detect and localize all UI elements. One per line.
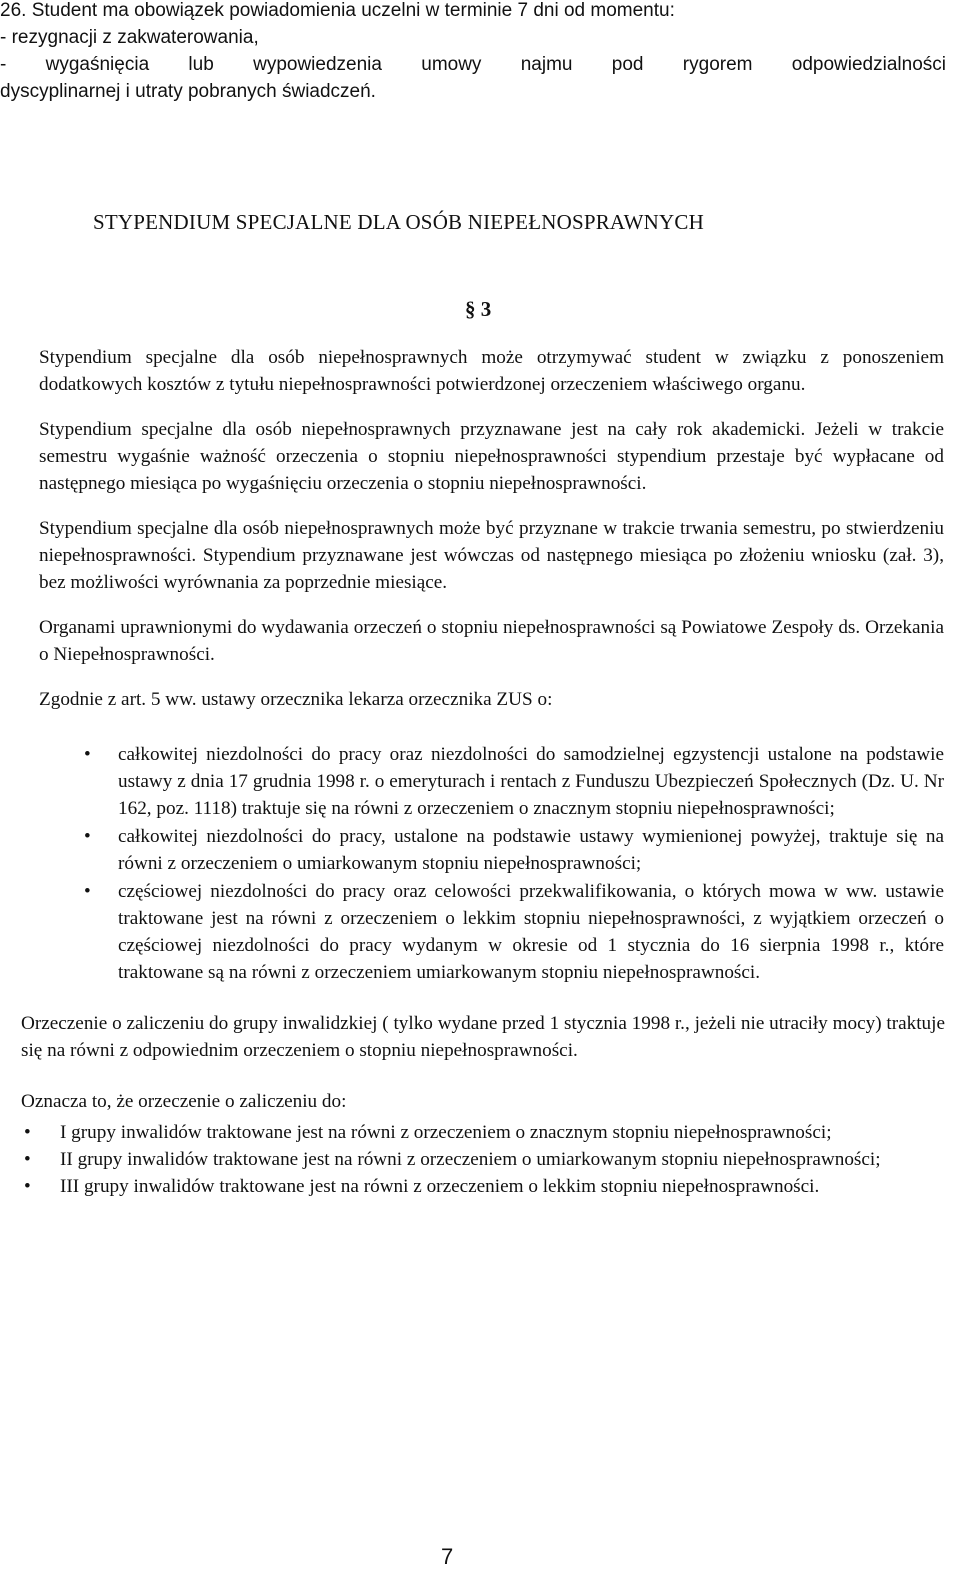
disability-group-paragraph: Orzeczenie o zaliczeniu do grupy inwalidzkiej ( tylko wydane przed 1 stycznia 1998 r., jeżeli nie utraciły mocy) traktuje się na równi z odpowiednim orzeczeniem o stopniu niepełnosprawności. <box>21 1013 945 1061</box>
intro-line: - wygaśnięcia lub wypowiedzenia umowy najmu pod rygorem odpowiedzialności <box>0 54 946 75</box>
paragraph-text: Stypendium specjalne dla osób niepełnosprawnych może otrzymywać student w związku z ponoszeniem dodatkowych kosztów z tytułu niepełnosprawności potwierdzonej orzeczeniem właściwego organu. <box>39 347 944 395</box>
list-item <box>6 1146 931 1173</box>
intro-line: 26. Student ma obowiązek powiadomienia uczelni w terminie 7 dni od momentu: <box>0 0 675 21</box>
numbered-paragraph <box>6 416 944 497</box>
list-item-text: I grupy inwalidów traktowane jest na równi z orzeczeniem o znacznym stopniu niepełnosprawności; <box>60 1122 832 1143</box>
paragraph-text: Stypendium specjalne dla osób niepełnosprawnych przyznawane jest na cały rok akademicki. Jeżeli w trakcie semestru wygaśnie ważność orzeczenia o stopniu niepełnosprawności stypendium przestaje być wypłacane od następnego miesiąca po wygaśnięciu orzeczenia o stopniu niepełnosprawności. <box>39 419 944 494</box>
zus-bullet-list <box>6 741 944 986</box>
list-item <box>6 1119 931 1146</box>
document-body <box>6 344 944 1200</box>
intro-block <box>0 0 946 105</box>
paragraph-number <box>6 515 39 542</box>
numbered-paragraph <box>6 344 944 398</box>
paragraph-text: Stypendium specjalne dla osób niepełnosprawnych może być przyznane w trakcie trwania semestru, po stwierdzeniu niepełnosprawności. Stypendium przyznawane jest wówczas od następnego miesiąca po złożeniu wniosku (zał. 3), bez możliwości wyrównania za poprzednie miesiące. <box>39 518 944 593</box>
list-item-text: całkowitej niezdolności do pracy oraz niezdolności do samodzielnej egzystencji ustalone na podstawie ustawy z dnia 17 grudnia 1998 r. o emeryturach i rentach z Funduszu Ubezpieczeń Społecznych (Dz. U. Nr 162, poz. 1118) traktuje się na równi z orzeczeniem o znacznym stopniu niepełnosprawności; <box>118 744 944 819</box>
paragraph-number <box>6 686 39 713</box>
bullet-icon: • <box>84 826 91 847</box>
list-item-text: całkowitej niezdolności do pracy, ustalone na podstawie ustawy wymienionej powyżej, traktuje się na równi z orzeczeniem o umiarkowanym stopniu niepełnosprawności; <box>118 826 944 874</box>
list-item-text: II grupy inwalidów traktowane jest na równi z orzeczeniem o umiarkowanym stopniu niepełnosprawności; <box>60 1149 881 1170</box>
bullet-icon: • <box>84 744 91 765</box>
bullet-icon: • <box>24 1176 31 1197</box>
intro-line: - rezygnacji z zakwaterowania, <box>0 27 259 48</box>
paragraph-text: Zgodnie z art. 5 ww. ustawy orzecznika lekarza orzecznika ZUS o: <box>39 689 553 710</box>
bullet-icon: • <box>24 1149 31 1170</box>
numbered-paragraph <box>6 515 944 596</box>
section-number: § 3 <box>465 297 492 321</box>
section-heading: STYPENDIUM SPECJALNE DLA OSÓB NIEPEŁNOSPRAWNYCH <box>93 210 704 234</box>
list-item <box>6 1173 931 1200</box>
list-item <box>6 741 944 822</box>
bullet-icon: • <box>84 881 91 902</box>
numbered-paragraph <box>6 614 944 668</box>
paragraph-number <box>6 614 39 641</box>
intro-line: dyscyplinarnej i utraty pobranych świadczeń. <box>0 81 376 102</box>
bullet-icon: • <box>24 1122 31 1143</box>
means-lead: Oznacza to, że orzeczenie o zaliczeniu do: <box>21 1091 347 1112</box>
paragraph-text: Organami uprawnionymi do wydawania orzeczeń o stopniu niepełnosprawności są Powiatowe Zespoły ds. Orzekania o Niepełnosprawności. <box>39 617 944 665</box>
list-item <box>6 823 944 877</box>
list-item <box>6 878 944 986</box>
page-number: 7 <box>441 1544 454 1569</box>
paragraph-number <box>6 344 39 371</box>
paragraph-number <box>6 416 39 443</box>
list-item-text: III grupy inwalidów traktowane jest na równi z orzeczeniem o lekkim stopniu niepełnosprawności. <box>60 1176 820 1197</box>
list-item-text: częściowej niezdolności do pracy oraz celowości przekwalifikowania, o których mowa w ww. ustawie traktowane jest na równi z orzeczeniem o lekkim stopniu niepełnosprawności, z wyjątkiem orzeczeń o częściowej niezdolności do pracy wydanym w okresie od 1 stycznia do 16 sierpnia 1998 r., które traktowane są na równi z orzeczeniem umiarkowanym stopniu niepełnosprawności. <box>118 881 944 983</box>
group-bullet-list <box>6 1119 931 1200</box>
numbered-paragraph <box>6 686 944 713</box>
